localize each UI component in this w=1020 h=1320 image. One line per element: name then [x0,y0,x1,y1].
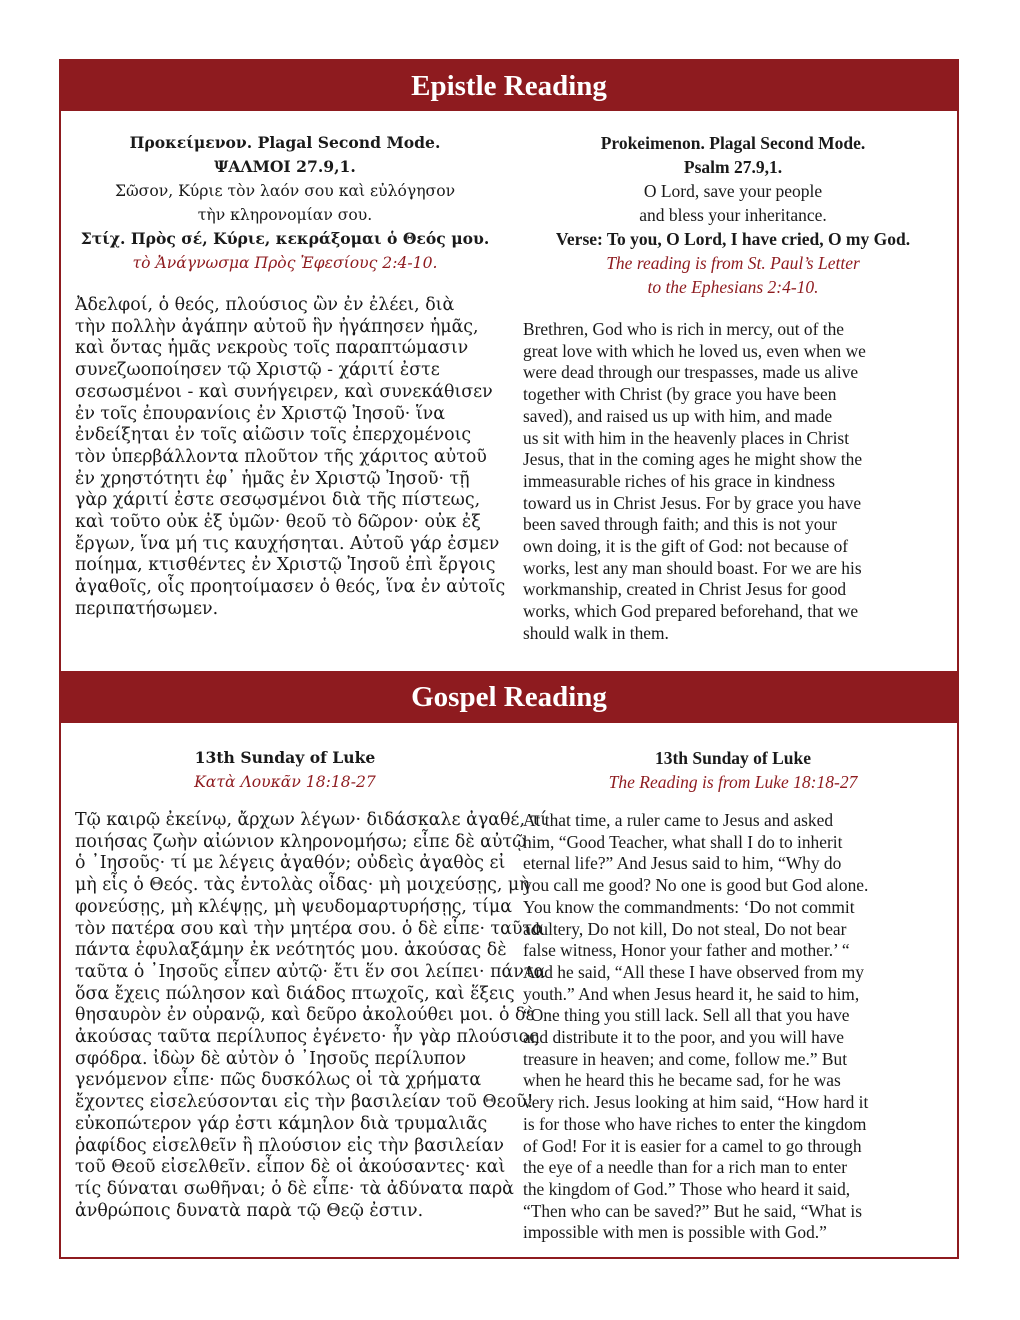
text-line: the kingdom of God.” Those who heard it said, [523,1178,851,1199]
text-line: very rich. Jesus looking at him said, “How hard it [523,1092,869,1113]
text-line: Jesus, that in the coming ages he might show the [523,449,863,470]
text-line: γὰρ χάριτί ἐστε σεσῳσμένοι διὰ τῆς πίστεως, [75,490,481,511]
text-line: ἀνθρώποις δυνατὰ παρὰ τῷ Θεῷ ἐστιν. [75,1200,424,1221]
text-line: σεσωσμένοι - καὶ συνήγειρεν, καὶ συνεκάθισεν [75,381,493,402]
epistle-greek-text [75,295,506,621]
gospel-greek-text [75,810,547,1222]
text-line: eternal life?” And Jesus said to him, “Why do [523,853,842,874]
gospel-english-column [523,746,943,1244]
text-line: is for those who have riches to enter the kingdom [523,1113,867,1134]
epistle-english-heading [523,131,943,299]
text-line: μὴ εἷς ὁ Θεός. τὰς ἐντολὰς οἶδας· μὴ μοιχεύσῃς, μὴ [75,875,530,896]
text-line: γενόμενον εἶπε· πῶς δυσκόλως οἱ τὰ χρήματα [75,1070,482,1091]
text-line: Ἀδελφοί, ὁ θεός, πλούσιος ὢν ἐν ἐλέει, διὰ [75,295,455,315]
text-line: him, “Good Teacher, what shall I do to inherit [523,831,843,852]
text-line: πάντα ἐφυλαξάμην ἐκ νεότητός μου. ἀκούσας δὲ [75,940,507,961]
heading-line: Προκείμενον. Plagal Second Mode. [129,133,441,152]
text-line: And he said, “All these I have observed from my [523,961,864,982]
text-line: own doing, it is the gift of God: not because of [523,536,849,557]
text-line: of God! For it is easier for a camel to go through [523,1135,862,1156]
heading-line: Στίχ. Πρὸς σέ, Κύριε, κεκράξομαι ὁ Θεός μου. [80,229,490,248]
text-line: the eye of a needle than for a rich man to enter [523,1157,847,1178]
text-line: you call me good? No one is good but God alone. [523,875,869,896]
text-line: ταῦτα ὁ ᾿Ιησοῦς εἶπεν αὐτῷ· ἔτι ἕν σοι λείπει· πάντα [75,961,546,982]
heading-line: 13th Sunday of Luke [654,748,812,768]
text-line: toward us in Christ Jesus. For by grace you have [523,492,862,513]
text-line: τὸν ὑπερβάλλοντα πλοῦτον τῆς χάριτος αὐτοῦ [75,446,487,467]
epistle-english-column [523,131,943,645]
heading-line: Psalm 27.9,1. [683,157,783,177]
reading-citation: τὸ Ἀνάγνωσμα Πρὸς Ἐφεσίους 2:4-10. [132,254,438,272]
reading-citation: Κατὰ Λουκᾶν 18:18-27 [194,773,376,791]
reading-citation: to the Ephesians 2:4-10. [647,277,819,297]
gospel-greek-column [75,746,547,1222]
text-line: together with Christ (by grace you have been [523,384,837,405]
gospel-reading-header: Gospel Reading [61,671,957,723]
heading-line: 13th Sunday of Luke [194,748,376,767]
text-line: treasure in heaven; and come, follow me.” But [523,1048,848,1069]
heading-line: ΨΑΛΜΟΙ 27.9,1. [214,157,356,176]
heading-line: and bless your inheritance. [639,205,827,225]
text-line: συνεζωοποίησεν τῷ Χριστῷ - χάριτί ἐστε [75,360,440,381]
reading-citation: The Reading is from Luke 18:18-27 [608,772,858,792]
text-line: ἐνδείξηται ἐν τοῖς αἰῶσιν τοῖς ἐπερχομένοις [75,425,472,446]
text-line: ἐν χρηστότητι ἐφ᾽ ἡμᾶς ἐν Χριστῷ Ἰησοῦ· τῇ [75,468,470,489]
text-line: ποιήσας ζωὴν αἰώνιον κληρονομήσω; εἶπε δὲ αὐτῷ [75,831,527,852]
text-line: impossible with men is possible with God.” [523,1222,827,1243]
text-line: immeasurable riches of his grace in kindness [523,470,835,491]
gospel-english-text [523,810,943,1244]
text-line: workmanship, created in Christ Jesus for good [523,579,847,600]
text-line: καὶ ὄντας ἡμᾶς νεκροὺς τοῖς παραπτώμασιν [75,338,469,359]
text-line: “One thing you still lack. Sell all that you have [523,1005,850,1026]
text-line: ποίημα, κτισθέντες ἐν Χριστῷ Ἰησοῦ ἐπὶ ἔργοις [75,555,496,576]
text-line: “Then who can be saved?” But he said, “What is [523,1200,862,1221]
text-line: περιπατήσωμεν. [75,598,219,619]
text-line: You know the commandments: ‘Do not commit [523,896,855,917]
text-line: adultery, Do not kill, Do not steal, Do not bear [523,918,847,939]
text-line: καὶ τοῦτο οὐκ ἐξ ὑμῶν· θεοῦ τὸ δῶρον· οὐκ ἐξ [75,512,481,533]
heading-line: Prokeimenon. Plagal Second Mode. [600,133,866,153]
text-line: Τῷ καιρῷ ἐκείνῳ, ἄρχων λέγων· διδάσκαλε ἀγαθέ, τί [75,810,547,830]
text-line: ἀγαθοῖς, οἷς προητοίμασεν ὁ θεός, ἵνα ἐν αὐτοῖς [75,577,506,598]
text-line: τίς δύναται σωθῆναι; ὁ δὲ εἶπε· τὰ ἀδύνατα παρὰ [75,1178,514,1199]
heading-line: Σῶσον, Κύριε τὸν λαόν σου καὶ εὐλόγησον [114,182,456,200]
epistle-english-text [523,319,943,645]
text-line: τὴν πολλὴν ἀγάπην αὐτοῦ ἣν ἠγάπησεν ἡμᾶς, [75,316,479,337]
text-line: works, which God prepared beforehand, that we [523,601,859,622]
text-line: youth.” And when Jesus heard it, he said to him, [523,983,860,1004]
text-line: Brethren, God who is rich in mercy, out of the [523,319,845,339]
text-line: ῥαφίδος εἰσελθεῖν ἢ πλούσιον εἰς τὴν βασιλείαν [75,1135,504,1156]
text-line: εὐκοπώτερον γάρ ἐστι κάμηλον διὰ τρυμαλιᾶς [75,1113,488,1134]
text-line: ἔργων, ἵνα μή τις καυχήσηται. Αὐτοῦ γάρ ἐσμεν [75,533,500,554]
heading-line: O Lord, save your people [643,181,823,201]
gospel-greek-heading [75,746,495,794]
text-line: great love with which he loved us, even when we [523,340,866,361]
text-line: works, lest any man should boast. For we are his [523,557,862,578]
text-line: should walk in them. [523,622,669,643]
heading-line: τὴν κληρονομίαν σου. [197,206,373,224]
text-line: ὅσα ἔχεις πώλησον καὶ διάδος πτωχοῖς, καὶ ἕξεις [75,983,515,1004]
page-frame [59,59,959,1259]
text-line: and distribute it to the poor, and you will have [523,1027,844,1048]
text-line: φονεύσῃς, μὴ κλέψῃς, μὴ ψευδομαρτυρήσῃς, τίμα [75,896,512,917]
text-line: At that time, a ruler came to Jesus and asked [523,810,834,830]
text-line: ἐν τοῖς ἐπουρανίοις ἐν Χριστῷ Ἰησοῦ· ἵνα [75,403,445,424]
text-line: us sit with him in the heavenly places in Christ [523,427,850,448]
text-line: ἔχοντες εἰσελεύσονται εἰς τὴν βασιλείαν τοῦ Θεοῦ! [75,1092,534,1113]
text-line: τὸν πατέρα σου καὶ τὴν μητέρα σου. ὁ δὲ εἶπε· ταῦτα [75,918,544,939]
reading-citation: The reading is from St. Paul’s Letter [606,253,860,273]
text-line: τοῦ Θεοῦ εἰσελθεῖν. εἶπον δὲ οἱ ἀκούσαντες· καὶ [75,1157,506,1178]
text-line: σφόδρα. ἰδὼν δὲ αὐτὸν ὁ ᾿Ιησοῦς περίλυπον [75,1048,467,1069]
gospel-english-heading [523,746,943,794]
epistle-greek-column [75,131,506,621]
text-line: when he heard this he became sad, for he was [523,1070,841,1091]
text-line: been saved through faith; and this is not your [523,514,837,535]
text-line: ὁ ᾿Ιησοῦς· τί με λέγεις ἀγαθόν; οὐδεὶς ἀγαθὸς εἰ [75,853,506,874]
text-line: ἀκούσας ταῦτα περίλυπος ἐγένετο· ἦν γὰρ πλούσιος [75,1027,539,1048]
text-line: saved), and raised us up with him, and made [523,405,833,426]
epistle-greek-heading [75,131,495,275]
text-line: false witness, Honor your father and mother.’ “ [523,940,850,961]
text-line: θησαυρὸν ἐν οὐρανῷ, καὶ δεῦρο ἀκολούθει μοι. ὁ δὲ [75,1005,535,1026]
epistle-reading-header: Epistle Reading [61,61,957,111]
heading-line: Verse: To you, O Lord, I have cried, O my God. [555,229,911,249]
text-line: were dead through our trespasses, made us alive [523,362,859,383]
